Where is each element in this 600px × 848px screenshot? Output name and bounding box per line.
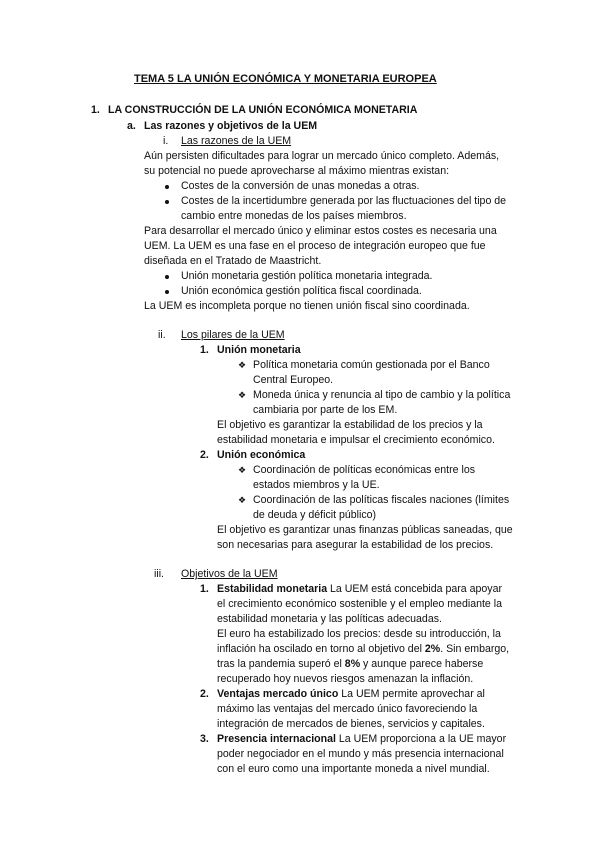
sub-bullet-text: de deuda y déficit público): [253, 509, 377, 521]
paragraph-line: estabilidad monetaria e impulsar el crecimiento económico.: [217, 434, 495, 446]
subsection-marker: a.: [127, 120, 136, 132]
inflation-target-value: 2%: [424, 643, 441, 655]
objective-line: [217, 582, 502, 597]
paragraph-line: máximo las ventajas del mercado único favoreciendo la: [217, 703, 478, 715]
paragraph-line: El euro ha estabilizado los precios: desde su introducción, la: [217, 628, 501, 640]
document-title: TEMA 5 LA UNIÓN ECONÓMICA Y MONETARIA EUROPEA: [134, 73, 437, 85]
item-number: 3.: [200, 733, 209, 745]
item-heading: Unión económica: [217, 449, 306, 461]
bullet-text: Unión monetaria gestión política monetaria integrada.: [181, 270, 433, 282]
section-number: 1.: [91, 104, 100, 116]
objective-line: [217, 732, 506, 747]
text-run: y aunque parece haberse: [360, 658, 484, 670]
sub-bullet-text: cambiaria por parte de los EM.: [253, 404, 398, 416]
diamond-bullet-icon: ❖: [238, 390, 247, 400]
paragraph-line: UEM. La UEM es una fase en el proceso de integración europeo que fue: [144, 240, 486, 252]
objective-text: La UEM permite aprovechar al: [338, 688, 485, 700]
paragraph-line: con el euro como una importante moneda a nivel mundial.: [217, 763, 490, 775]
roman-marker: iii.: [154, 568, 165, 580]
item-number: 1.: [200, 344, 209, 356]
bullet-icon: [165, 290, 169, 294]
inflation-peak-value: 8%: [344, 658, 361, 670]
paragraph-line: diseñada en el Tratado de Maastricht.: [144, 255, 322, 267]
subheading-razones: Las razones de la UEM: [181, 135, 292, 147]
sub-bullet-text: estados miembros y la UE.: [253, 479, 380, 491]
paragraph-line: [217, 642, 509, 657]
text-run: tras la pandemia superó el: [217, 658, 345, 670]
objective-text: La UEM proporciona a la UE mayor: [335, 733, 507, 745]
subheading-pilares: Los pilares de la UEM: [181, 329, 285, 341]
diamond-bullet-icon: ❖: [238, 360, 247, 370]
paragraph-line: son necesarias para asegurar la estabilidad de los precios.: [217, 539, 494, 551]
item-number: 2.: [200, 688, 209, 700]
objective-heading: Presencia internacional: [217, 733, 336, 745]
paragraph-line: El objetivo es garantizar la estabilidad de los precios y la: [217, 419, 483, 431]
paragraph-line: su potencial no puede aprovecharse al máximo mientras existan:: [144, 165, 450, 177]
objective-heading: Ventajas mercado único: [217, 688, 339, 700]
bullet-text: cambio entre monedas de los países miembros.: [181, 210, 407, 222]
paragraph-line: integración de mercados de bienes, servicios y capitales.: [217, 718, 485, 730]
objective-heading: Estabilidad monetaria: [217, 583, 328, 595]
item-heading: Unión monetaria: [217, 344, 301, 356]
paragraph-line: recuperado hoy nuevos riesgos amenazan la inflación.: [217, 673, 474, 685]
sub-bullet-text: Central Europeo.: [253, 374, 334, 386]
text-run: . Sin embargo,: [440, 643, 510, 655]
sub-bullet-text: Moneda única y renuncia al tipo de cambio y la política: [253, 389, 511, 401]
section-heading: LA CONSTRUCCIÓN DE LA UNIÓN ECONÓMICA MONETARIA: [108, 104, 418, 116]
text-run: inflación ha oscilado en torno al objetivo del: [217, 643, 425, 655]
diamond-bullet-icon: ❖: [238, 495, 247, 505]
sub-bullet-text: Coordinación de las políticas fiscales naciones (límites: [253, 494, 510, 506]
subsection-heading: Las razones y objetivos de la UEM: [144, 120, 318, 132]
paragraph-line: Para desarrollar el mercado único y eliminar estos costes es necesaria una: [144, 225, 497, 237]
subheading-objetivos: Objetivos de la UEM: [181, 568, 278, 580]
paragraph-line: El objetivo es garantizar unas finanzas públicas saneadas, que: [217, 524, 513, 536]
paragraph-line: estabilidad monetaria y las políticas adecuadas.: [217, 613, 442, 625]
item-number: 1.: [200, 583, 209, 595]
bullet-icon: [165, 200, 169, 204]
item-number: 2.: [200, 449, 209, 461]
objective-line: [217, 687, 485, 702]
sub-bullet-text: Coordinación de políticas económicas entre los: [253, 464, 476, 476]
bullet-icon: [165, 275, 169, 279]
diamond-bullet-icon: ❖: [238, 465, 247, 475]
bullet-icon: [165, 185, 169, 189]
roman-marker: ii.: [158, 329, 166, 341]
objective-text: La UEM está concebida para apoyar: [327, 583, 502, 595]
bullet-text: Costes de la conversión de unas monedas a otras.: [181, 180, 420, 192]
bullet-text: Costes de la incertidumbre generada por las fluctuaciones del tipo de: [181, 195, 507, 207]
roman-marker: i.: [163, 135, 169, 147]
paragraph-line: poder negociador en el mundo y más presencia internacional: [217, 748, 504, 760]
paragraph-line: [217, 657, 483, 672]
bullet-text: Unión económica gestión política fiscal coordinada.: [181, 285, 422, 297]
paragraph-line: La UEM es incompleta porque no tienen unión fiscal sino coordinada.: [144, 300, 470, 312]
paragraph-line: el crecimiento económico sostenible y el empleo mediante la: [217, 598, 503, 610]
sub-bullet-text: Política monetaria común gestionada por el Banco: [253, 359, 490, 371]
paragraph-line: Aún persisten dificultades para lograr un mercado único completo. Además,: [144, 150, 500, 162]
